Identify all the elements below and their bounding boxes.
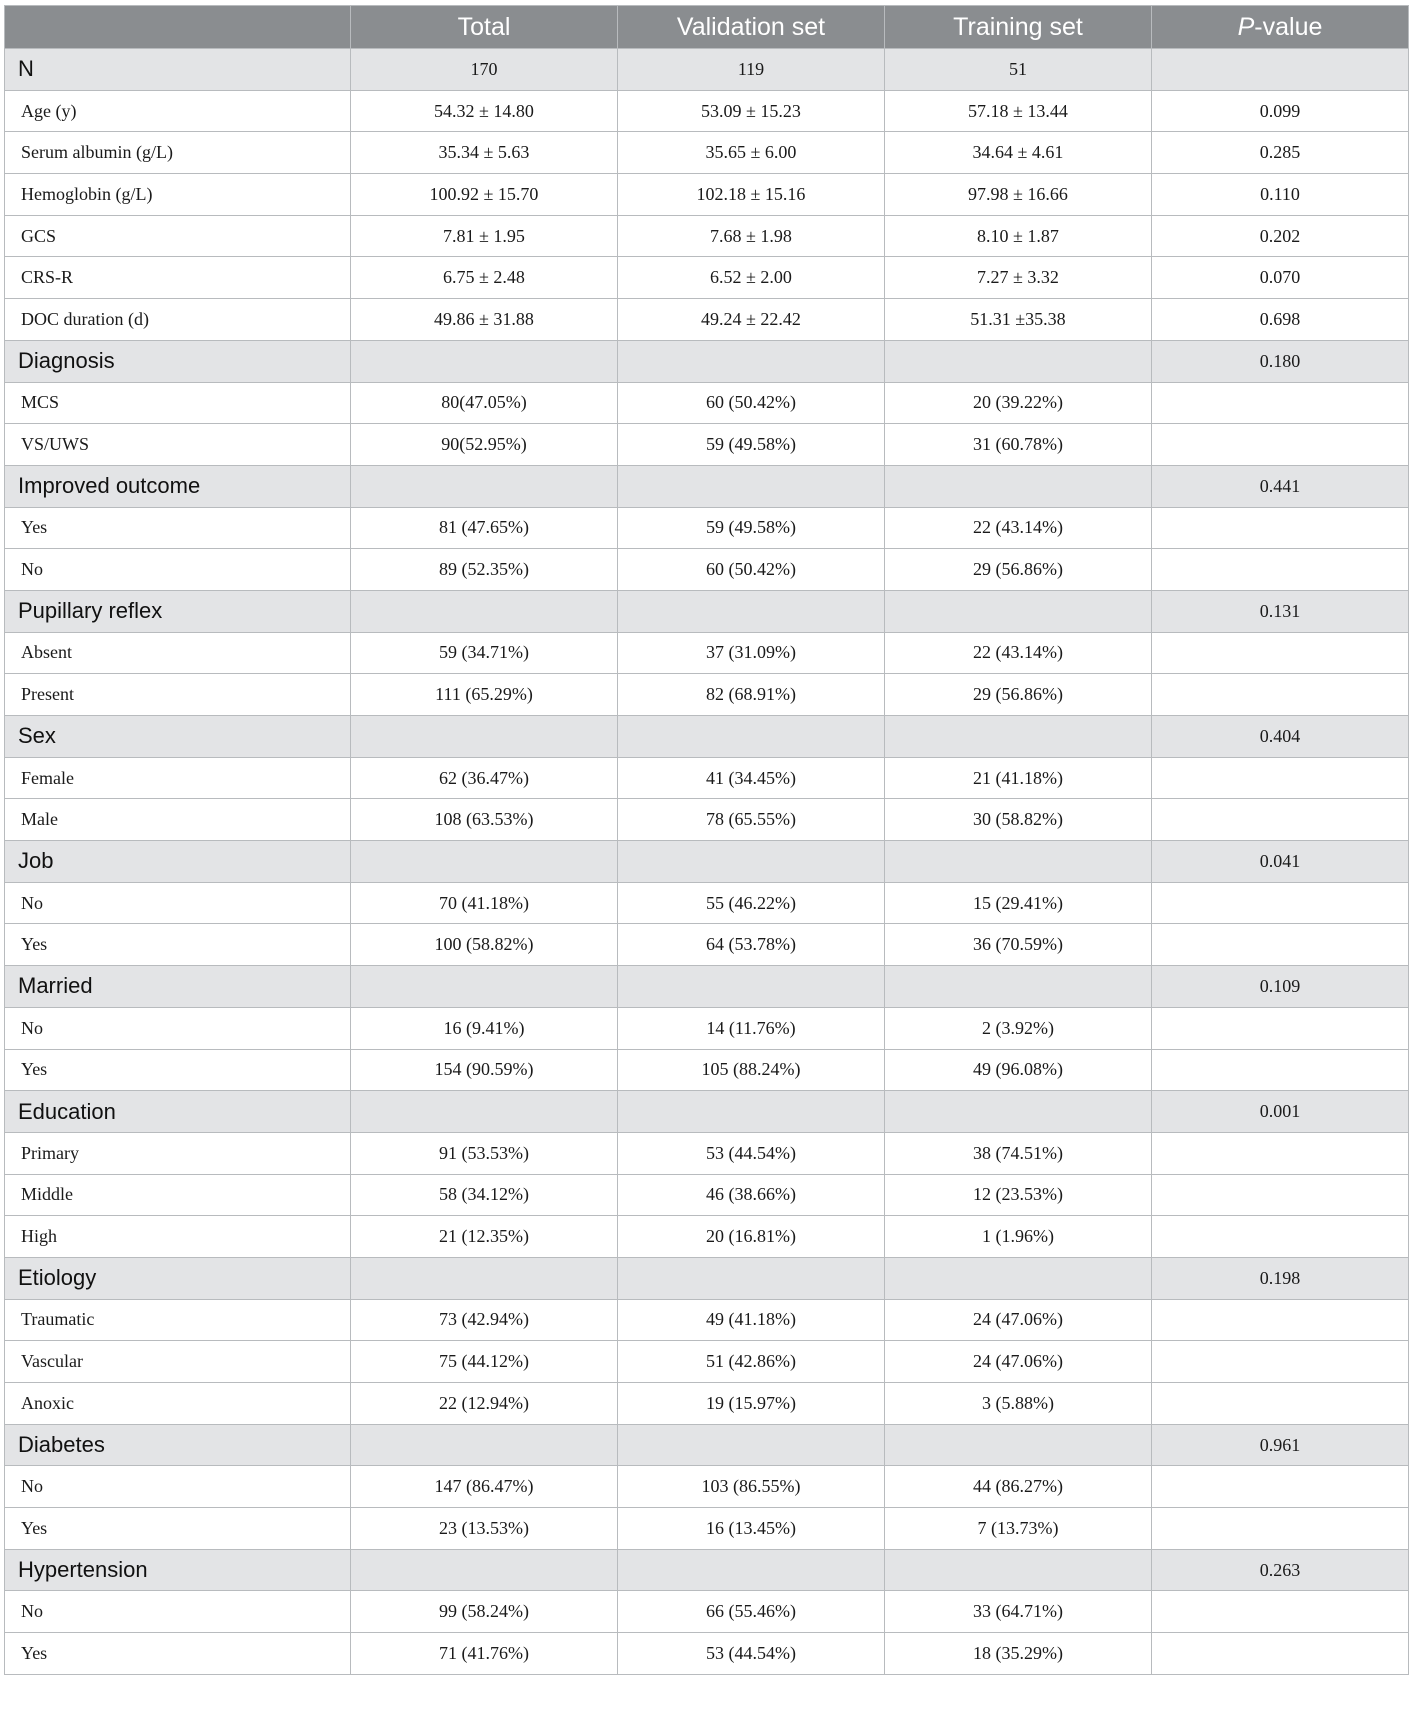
cell-training (885, 465, 1152, 507)
cell-p-value: 0.131 (1152, 590, 1409, 632)
cell-training (885, 1091, 1152, 1133)
cell-total: 70 (41.18%) (351, 882, 618, 924)
table-row (5, 1174, 1409, 1216)
table-group-row (5, 966, 1409, 1008)
cell-validation (618, 1424, 885, 1466)
cell-p-value: 0.198 (1152, 1257, 1409, 1299)
cell-validation: 64 (53.78%) (618, 924, 885, 966)
cell-p-value (1152, 1383, 1409, 1425)
table-row (5, 424, 1409, 466)
cell-p-value (1152, 382, 1409, 424)
cell-training: 36 (70.59%) (885, 924, 1152, 966)
cell-p-value (1152, 1299, 1409, 1341)
table-row (5, 632, 1409, 674)
cell-p-value: 0.698 (1152, 299, 1409, 341)
cell-p-value (1152, 799, 1409, 841)
cell-total (351, 966, 618, 1008)
cell-validation (618, 966, 885, 1008)
row-label: Hypertension (5, 1549, 351, 1591)
cell-p-value (1152, 1633, 1409, 1675)
cell-total: 23 (13.53%) (351, 1508, 618, 1550)
cell-validation: 35.65 ± 6.00 (618, 132, 885, 174)
cell-training (885, 590, 1152, 632)
cell-p-value: 0.099 (1152, 90, 1409, 132)
cell-p-value (1152, 1049, 1409, 1091)
cell-validation: 49.24 ± 22.42 (618, 299, 885, 341)
table-group-row (5, 590, 1409, 632)
row-label: GCS (5, 215, 351, 257)
header-p-letter: P (1237, 12, 1255, 41)
cell-training (885, 340, 1152, 382)
cell-total: 35.34 ± 5.63 (351, 132, 618, 174)
cell-training (885, 1424, 1152, 1466)
cell-validation (618, 340, 885, 382)
table-row (5, 1132, 1409, 1174)
row-label: No (5, 1591, 351, 1633)
cell-p-value (1152, 507, 1409, 549)
cell-total: 90(52.95%) (351, 424, 618, 466)
cell-total: 21 (12.35%) (351, 1216, 618, 1258)
table-group-row (5, 340, 1409, 382)
row-label: Yes (5, 1633, 351, 1675)
cell-validation: 41 (34.45%) (618, 757, 885, 799)
cell-validation: 82 (68.91%) (618, 674, 885, 716)
row-label: Hemoglobin (g/L) (5, 174, 351, 216)
table-row (5, 674, 1409, 716)
cell-validation (618, 1091, 885, 1133)
row-label: N (5, 49, 351, 91)
table-row (5, 507, 1409, 549)
row-label: Yes (5, 1049, 351, 1091)
row-label: Anoxic (5, 1383, 351, 1425)
cell-total: 111 (65.29%) (351, 674, 618, 716)
cell-total: 99 (58.24%) (351, 1591, 618, 1633)
cell-p-value (1152, 1508, 1409, 1550)
table-row (5, 174, 1409, 216)
cell-p-value (1152, 1132, 1409, 1174)
cell-total: 89 (52.35%) (351, 549, 618, 591)
cell-total (351, 1549, 618, 1591)
cell-training: 31 (60.78%) (885, 424, 1152, 466)
cell-training: 12 (23.53%) (885, 1174, 1152, 1216)
row-label: Serum albumin (g/L) (5, 132, 351, 174)
table-body (5, 49, 1409, 1675)
row-label: Yes (5, 1508, 351, 1550)
cell-p-value (1152, 1007, 1409, 1049)
table-row (5, 132, 1409, 174)
cell-validation: 102.18 ± 15.16 (618, 174, 885, 216)
cell-training: 24 (47.06%) (885, 1299, 1152, 1341)
row-label: Job (5, 841, 351, 883)
cell-total: 170 (351, 49, 618, 91)
table-row (5, 549, 1409, 591)
cell-validation (618, 590, 885, 632)
cell-validation: 103 (86.55%) (618, 1466, 885, 1508)
cell-training: 30 (58.82%) (885, 799, 1152, 841)
cell-validation: 6.52 ± 2.00 (618, 257, 885, 299)
cell-total: 100.92 ± 15.70 (351, 174, 618, 216)
cell-validation: 46 (38.66%) (618, 1174, 885, 1216)
cell-total: 80(47.05%) (351, 382, 618, 424)
table-row (5, 882, 1409, 924)
row-label: Etiology (5, 1257, 351, 1299)
cell-validation: 60 (50.42%) (618, 382, 885, 424)
table-row (5, 757, 1409, 799)
cell-validation (618, 1549, 885, 1591)
cell-p-value (1152, 882, 1409, 924)
cell-validation: 19 (15.97%) (618, 1383, 885, 1425)
cell-total: 49.86 ± 31.88 (351, 299, 618, 341)
cell-total: 62 (36.47%) (351, 757, 618, 799)
header-variable (5, 6, 351, 49)
table-row (5, 1049, 1409, 1091)
table-row (5, 382, 1409, 424)
table-row (5, 1216, 1409, 1258)
cell-total: 108 (63.53%) (351, 799, 618, 841)
table-row (5, 299, 1409, 341)
header-total: Total (351, 6, 618, 49)
table-group-row (5, 465, 1409, 507)
cell-total: 147 (86.47%) (351, 1466, 618, 1508)
table-row (5, 1466, 1409, 1508)
row-label: Yes (5, 924, 351, 966)
cell-training (885, 1549, 1152, 1591)
cell-validation (618, 716, 885, 758)
row-label: No (5, 1466, 351, 1508)
cell-p-value: 0.961 (1152, 1424, 1409, 1466)
cell-training: 3 (5.88%) (885, 1383, 1152, 1425)
row-label: Pupillary reflex (5, 590, 351, 632)
row-label: Married (5, 966, 351, 1008)
cell-validation: 105 (88.24%) (618, 1049, 885, 1091)
cell-training: 97.98 ± 16.66 (885, 174, 1152, 216)
cell-p-value (1152, 1466, 1409, 1508)
row-label: DOC duration (d) (5, 299, 351, 341)
cell-total: 6.75 ± 2.48 (351, 257, 618, 299)
cell-p-value (1152, 632, 1409, 674)
cell-total: 81 (47.65%) (351, 507, 618, 549)
header-p-value (1152, 6, 1409, 49)
row-label: Sex (5, 716, 351, 758)
cell-validation: 53 (44.54%) (618, 1633, 885, 1675)
cell-training: 51 (885, 49, 1152, 91)
row-label: MCS (5, 382, 351, 424)
cell-training: 21 (41.18%) (885, 757, 1152, 799)
cell-total (351, 465, 618, 507)
data-table (4, 5, 1409, 1675)
cell-training: 29 (56.86%) (885, 674, 1152, 716)
cell-validation: 49 (41.18%) (618, 1299, 885, 1341)
cell-training: 15 (29.41%) (885, 882, 1152, 924)
row-label: Primary (5, 1132, 351, 1174)
cell-total: 73 (42.94%) (351, 1299, 618, 1341)
cell-p-value: 0.041 (1152, 841, 1409, 883)
cell-validation: 14 (11.76%) (618, 1007, 885, 1049)
row-label: Yes (5, 507, 351, 549)
cell-total: 59 (34.71%) (351, 632, 618, 674)
table-group-row (5, 1424, 1409, 1466)
cell-training (885, 841, 1152, 883)
cell-training: 57.18 ± 13.44 (885, 90, 1152, 132)
cell-training: 34.64 ± 4.61 (885, 132, 1152, 174)
cell-training: 24 (47.06%) (885, 1341, 1152, 1383)
table-row (5, 257, 1409, 299)
cell-total (351, 841, 618, 883)
cell-training: 18 (35.29%) (885, 1633, 1152, 1675)
table-row (5, 924, 1409, 966)
table-row (5, 1007, 1409, 1049)
cell-p-value (1152, 924, 1409, 966)
row-label: Improved outcome (5, 465, 351, 507)
cell-training: 7.27 ± 3.32 (885, 257, 1152, 299)
cell-p-value (1152, 1174, 1409, 1216)
row-label: High (5, 1216, 351, 1258)
cell-total: 154 (90.59%) (351, 1049, 618, 1091)
row-label: No (5, 882, 351, 924)
cell-training (885, 1257, 1152, 1299)
cell-validation: 119 (618, 49, 885, 91)
row-label: Age (y) (5, 90, 351, 132)
cell-training: 20 (39.22%) (885, 382, 1152, 424)
cell-training: 49 (96.08%) (885, 1049, 1152, 1091)
table-row (5, 1633, 1409, 1675)
cell-p-value (1152, 1341, 1409, 1383)
cell-p-value (1152, 549, 1409, 591)
cell-total: 22 (12.94%) (351, 1383, 618, 1425)
cell-p-value: 0.001 (1152, 1091, 1409, 1133)
cell-p-value (1152, 757, 1409, 799)
cell-validation: 59 (49.58%) (618, 424, 885, 466)
cell-validation: 60 (50.42%) (618, 549, 885, 591)
table-group-row (5, 1257, 1409, 1299)
cell-validation: 16 (13.45%) (618, 1508, 885, 1550)
row-label: Female (5, 757, 351, 799)
table-group-row (5, 841, 1409, 883)
cell-training: 8.10 ± 1.87 (885, 215, 1152, 257)
cell-validation: 59 (49.58%) (618, 507, 885, 549)
header-training-set: Training set (885, 6, 1152, 49)
cell-p-value: 0.404 (1152, 716, 1409, 758)
cell-p-value (1152, 424, 1409, 466)
cell-validation: 37 (31.09%) (618, 632, 885, 674)
cell-total: 100 (58.82%) (351, 924, 618, 966)
header-row (5, 6, 1409, 49)
table-group-row (5, 1091, 1409, 1133)
table-row (5, 799, 1409, 841)
cell-total: 58 (34.12%) (351, 1174, 618, 1216)
cell-p-value (1152, 49, 1409, 91)
row-label: VS/UWS (5, 424, 351, 466)
cell-total: 91 (53.53%) (351, 1132, 618, 1174)
row-label: Middle (5, 1174, 351, 1216)
cell-total (351, 590, 618, 632)
cell-validation: 7.68 ± 1.98 (618, 215, 885, 257)
cell-training: 2 (3.92%) (885, 1007, 1152, 1049)
cell-validation (618, 1257, 885, 1299)
row-label: No (5, 1007, 351, 1049)
cell-total (351, 340, 618, 382)
cell-p-value: 0.070 (1152, 257, 1409, 299)
row-label: CRS-R (5, 257, 351, 299)
cell-training: 29 (56.86%) (885, 549, 1152, 591)
cell-total: 54.32 ± 14.80 (351, 90, 618, 132)
cell-training (885, 966, 1152, 1008)
cell-total (351, 1091, 618, 1133)
table-row (5, 90, 1409, 132)
cell-p-value: 0.180 (1152, 340, 1409, 382)
row-label: Vascular (5, 1341, 351, 1383)
cell-total (351, 1257, 618, 1299)
row-label: Traumatic (5, 1299, 351, 1341)
row-label: No (5, 549, 351, 591)
cell-validation (618, 841, 885, 883)
row-label: Diabetes (5, 1424, 351, 1466)
cell-training: 51.31 ±35.38 (885, 299, 1152, 341)
cell-p-value: 0.285 (1152, 132, 1409, 174)
cell-validation: 53 (44.54%) (618, 1132, 885, 1174)
cell-validation: 78 (65.55%) (618, 799, 885, 841)
cell-total: 71 (41.76%) (351, 1633, 618, 1675)
row-label: Diagnosis (5, 340, 351, 382)
cell-validation: 20 (16.81%) (618, 1216, 885, 1258)
cell-p-value (1152, 674, 1409, 716)
table-group-row (5, 716, 1409, 758)
cell-training: 33 (64.71%) (885, 1591, 1152, 1633)
table-container (4, 5, 1409, 1675)
table-group-row (5, 1549, 1409, 1591)
header-p-suffix: -value (1254, 12, 1323, 41)
cell-training: 22 (43.14%) (885, 507, 1152, 549)
cell-validation: 55 (46.22%) (618, 882, 885, 924)
row-label: Present (5, 674, 351, 716)
row-label: Absent (5, 632, 351, 674)
cell-training: 7 (13.73%) (885, 1508, 1152, 1550)
cell-training (885, 716, 1152, 758)
cell-training: 38 (74.51%) (885, 1132, 1152, 1174)
cell-validation: 51 (42.86%) (618, 1341, 885, 1383)
cell-total (351, 1424, 618, 1466)
table-row (5, 1299, 1409, 1341)
cell-total: 16 (9.41%) (351, 1007, 618, 1049)
cell-p-value: 0.441 (1152, 465, 1409, 507)
cell-total: 75 (44.12%) (351, 1341, 618, 1383)
cell-validation: 66 (55.46%) (618, 1591, 885, 1633)
cell-training: 1 (1.96%) (885, 1216, 1152, 1258)
cell-total: 7.81 ± 1.95 (351, 215, 618, 257)
cell-p-value: 0.263 (1152, 1549, 1409, 1591)
cell-validation (618, 465, 885, 507)
cell-training: 22 (43.14%) (885, 632, 1152, 674)
table-row (5, 1383, 1409, 1425)
row-label: Education (5, 1091, 351, 1133)
header-validation-set: Validation set (618, 6, 885, 49)
table-row (5, 215, 1409, 257)
table-group-row (5, 49, 1409, 91)
table-row (5, 1508, 1409, 1550)
cell-p-value: 0.202 (1152, 215, 1409, 257)
cell-total (351, 716, 618, 758)
cell-p-value: 0.109 (1152, 966, 1409, 1008)
cell-validation: 53.09 ± 15.23 (618, 90, 885, 132)
row-label: Male (5, 799, 351, 841)
cell-p-value: 0.110 (1152, 174, 1409, 216)
cell-p-value (1152, 1216, 1409, 1258)
cell-p-value (1152, 1591, 1409, 1633)
table-row (5, 1341, 1409, 1383)
cell-training: 44 (86.27%) (885, 1466, 1152, 1508)
table-row (5, 1591, 1409, 1633)
